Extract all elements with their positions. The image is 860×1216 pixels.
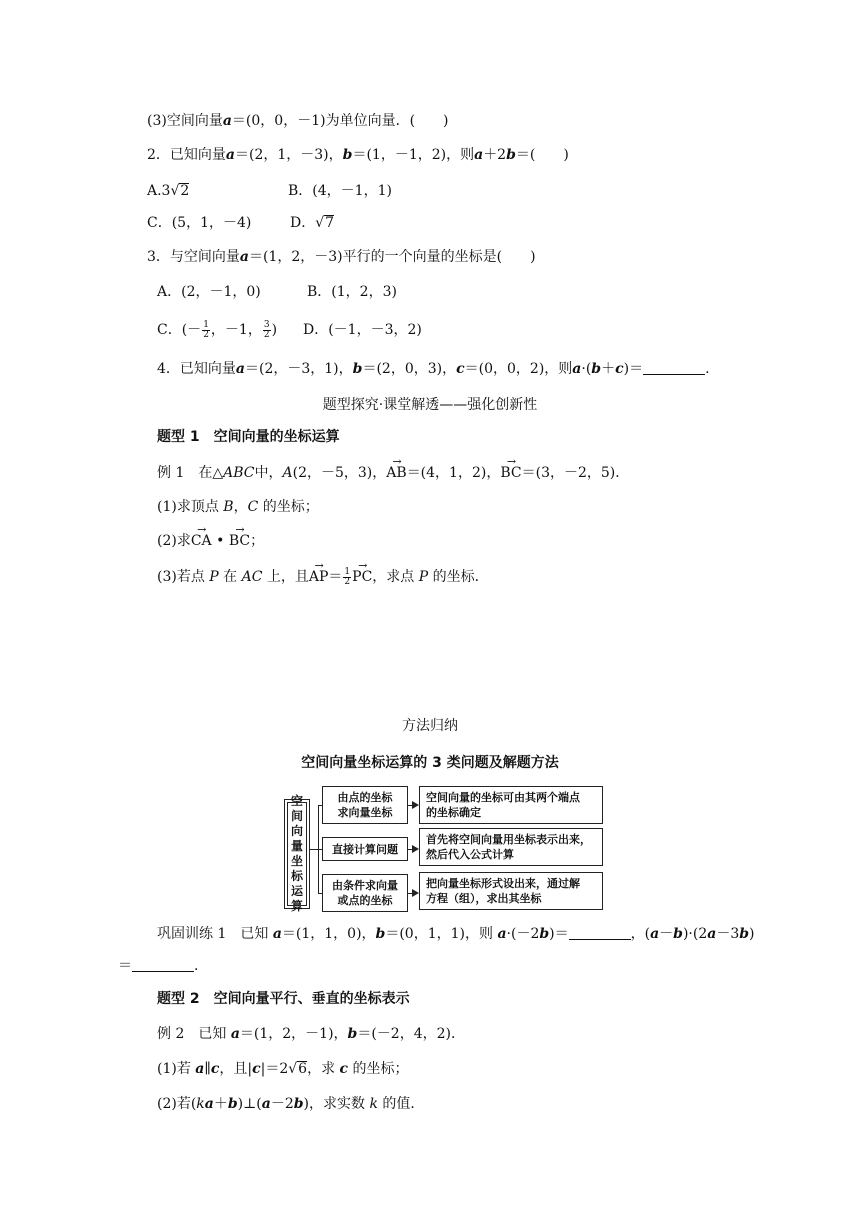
question-3-option-c: C．(－ $\frac{1}{2}$ ，－1， $\frac{3}{2}$ ) [157, 319, 278, 340]
example-2-part-1: (1)若 a∥c，且|c|＝2√6，求 c 的坐标； [157, 1061, 409, 1077]
question-4: 4．已知向量a＝(2，－3，1)，b＝(2，0，3)，c＝(0，0，2)，则a·(b＋c)＝ . [157, 361, 710, 377]
branch-2-description: 首先将空间向量用坐标表示出来， 然后代入公式计算 [419, 828, 603, 866]
example-2: 例 2 已知 a＝(1，2，－1)，b＝(－2，4，2)． [157, 1026, 465, 1042]
question-2: 2．已知向量a＝(2，1，－3)，b＝(1，－1，2)，则a＋2b＝( ) [147, 147, 569, 163]
type-2-heading: 题型 2 空间向量平行、垂直的坐标表示 [157, 991, 410, 1007]
branch-1-description: 空间向量的坐标可由其两个端点 的坐标确定 [419, 786, 603, 824]
branch-3-description: 把向量坐标形式设出来，通过解 方程（组），求出其坐标 [419, 872, 603, 910]
method-subtitle: 空间向量坐标运算的 3 类问题及解题方法 [301, 755, 559, 771]
branch-2-box: 直接计算问题 [322, 837, 408, 861]
practice-1-continued: ＝ . [118, 958, 199, 974]
branch-3-box: 由条件求向量 或点的坐标 [322, 874, 408, 912]
question-2-option-c: C．(5，1，－4) [147, 215, 252, 231]
answer-blank [569, 925, 631, 940]
practice-1: 巩固训练 1 已知 a＝(1，1，0)，b＝(0，1，1)，则 a·(－2b)＝ ，(a－b)·(2a－3b) [157, 926, 755, 942]
example-1-part-1: (1)求顶点 B，C 的坐标； [157, 499, 319, 515]
question-2-option-d: D．√7 [290, 215, 335, 231]
example-1-part-2: (2)求→ CA • → BC； [157, 531, 264, 551]
question-3-option-b: B．(1，2，3) [307, 284, 397, 300]
question-2-option-b: B．(4，－1，1) [288, 183, 392, 199]
type-1-heading: 题型 1 空间向量的坐标运算 [157, 429, 340, 445]
question-2-option-a: A.3√2 [147, 183, 190, 199]
question-3: 3．与空间向量a＝(1，2，－3)平行的一个向量的坐标是( ) [147, 249, 536, 265]
diagram-root-box: 空 间 向 量 坐 标 运 算 [284, 799, 310, 909]
example-1: 例 1 在△ABC中，A(2，－5，3)，→ AB＝(4，1，2)，→ BC＝(3，－2，5)． [157, 463, 629, 483]
section-title: 题型探究·课堂解透——强化创新性 [322, 397, 538, 413]
answer-blank [132, 957, 194, 972]
method-title: 方法归纳 [402, 718, 458, 734]
question-1-3: (3)空间向量a＝(0，0，－1)为单位向量．( ) [147, 113, 449, 129]
branch-1-box: 由点的坐标 求向量坐标 [322, 786, 408, 824]
example-1-part-3: (3)若点 P 在 AC 上，且→ AP＝ $\frac{1}{2}$ → PC，求点 P 的坐标． [157, 567, 489, 587]
question-3-option-d: D．(－1，－3，2) [303, 322, 422, 338]
example-2-part-2: (2)若(ka＋b)⊥(a－2b)，求实数 k 的值． [157, 1096, 425, 1112]
question-3-option-a: A．(2，－1，0) [157, 284, 261, 300]
answer-blank [643, 360, 705, 375]
